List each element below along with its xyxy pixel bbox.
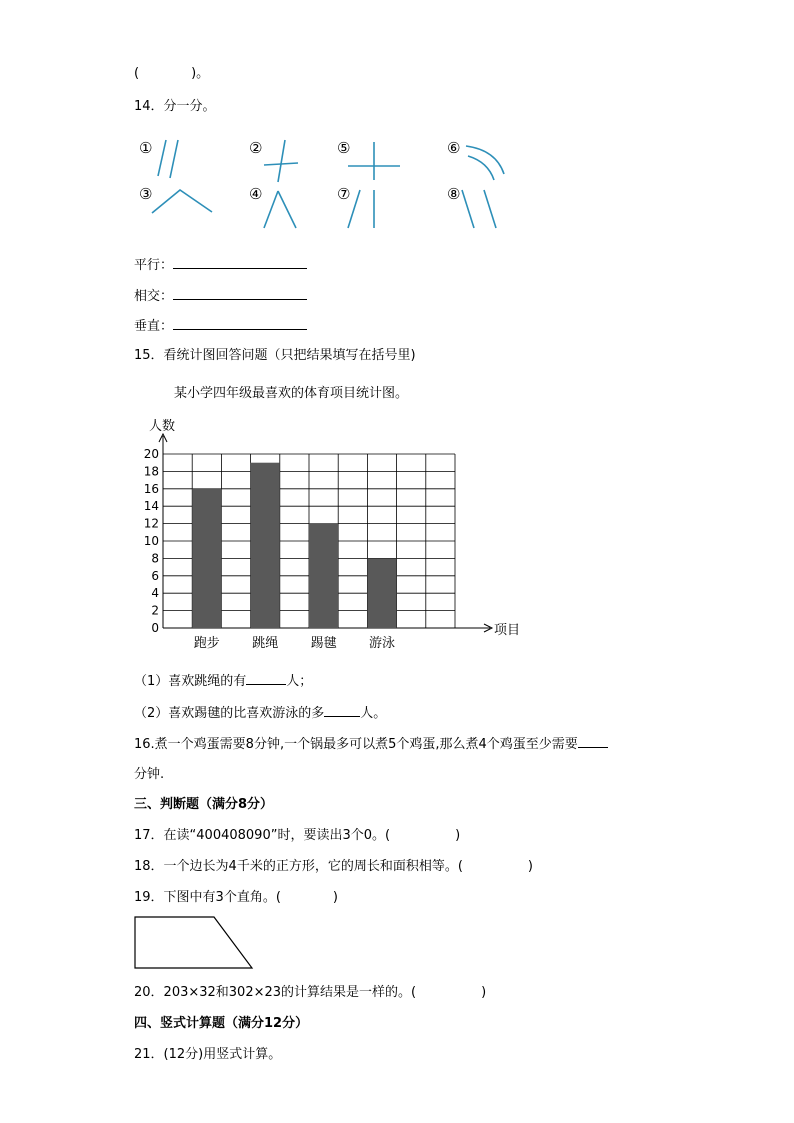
y-tick-label: 20 [143, 447, 159, 461]
answer-label: 平行： [134, 258, 174, 273]
q16-text: 16.煮一个鸡蛋需要8分钟,一个锅最多可以煮5个鸡蛋,那么煮4个鸡蛋至少需要 [134, 737, 578, 752]
q17: 17．在读“400408090”时，要读出3个0。( ) [134, 828, 461, 843]
q16-line2: 分钟. [134, 767, 165, 782]
figure-label: ① [139, 139, 153, 157]
figure-label: ⑥ [447, 139, 461, 157]
y-axis-label: 人数 [149, 419, 176, 434]
answer-label: 相交： [134, 289, 174, 304]
y-tick-label: 18 [143, 464, 159, 479]
y-tick-label: 6 [151, 568, 159, 583]
q15-sub2-text: （2）喜欢踢毽的比喜欢游泳的多 [134, 706, 325, 721]
figure-label: ⑤ [337, 139, 351, 157]
q19: 19．下图中有3个直角。( ) [134, 890, 338, 905]
q18: 18．一个边长为4千米的正方形，它的周长和面积相等。( ) [134, 859, 533, 874]
q15-sub2-end: 人。 [360, 706, 387, 721]
y-tick-label: 8 [151, 551, 159, 566]
y-tick-label: 0 [151, 621, 159, 635]
figure-label: ③ [139, 185, 153, 203]
y-tick-label: 2 [151, 603, 159, 618]
x-category-label: 跑步 [193, 636, 220, 651]
section-3-heading: 三、判断题（满分8分） [134, 797, 274, 812]
y-tick-label: 12 [143, 516, 159, 531]
figure-label: ⑦ [337, 185, 351, 203]
chart-title: 某小学四年级最喜欢的体育项目统计图。 [174, 386, 409, 401]
q20: 20．203×32和302×23的计算结果是一样的。( ) [134, 985, 487, 1000]
figure-label: ④ [249, 185, 263, 203]
q14-title: 14．分一分。 [134, 99, 216, 114]
answer-label: 垂直： [134, 319, 174, 334]
figure-label: ⑧ [447, 185, 461, 203]
y-tick-label: 4 [151, 586, 159, 601]
y-tick-label: 16 [143, 481, 159, 496]
x-axis-label: 项目 [494, 623, 521, 638]
q15-title: 15．看统计图回答问题（只把结果填写在括号里) [134, 348, 416, 363]
y-tick-label: 14 [143, 499, 159, 514]
x-category-label: 游泳 [368, 636, 396, 651]
q15-sub1-text: （1）喜欢跳绳的有 [134, 674, 247, 689]
y-tick-label: 10 [143, 534, 159, 548]
q15-sub1-end: 人； [286, 674, 313, 689]
x-category-label: 跳绳 [252, 636, 279, 651]
section-4-heading: 四、竖式计算题（满分12分） [134, 1016, 309, 1031]
trapezoid-shape [135, 917, 252, 968]
q21: 21．(12分)用竖式计算。 [134, 1047, 282, 1062]
x-category-label: 踢毽 [310, 636, 337, 651]
previous-question-tail: ( )。 [134, 66, 210, 81]
figure-label: ② [249, 139, 263, 157]
